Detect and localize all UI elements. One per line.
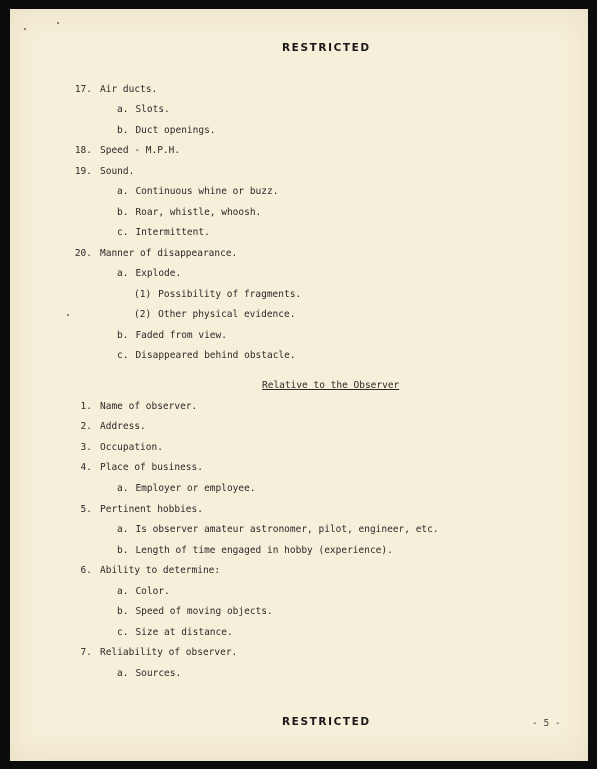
list-item: c. Size at distance.: [117, 627, 233, 638]
page-number: - 5 -: [532, 718, 561, 729]
paper-speck: [57, 22, 59, 24]
document-page: [10, 9, 588, 761]
list-item: b. Duct openings.: [117, 125, 216, 136]
list-item: b. Speed of moving objects.: [117, 606, 273, 617]
header-restricted: RESTRICTED: [282, 42, 371, 54]
list-item: a. Continuous whine or buzz.: [117, 186, 279, 197]
list-item: c. Intermittent.: [117, 227, 210, 238]
paper-speck: [67, 314, 69, 316]
list-item: a. Sources.: [117, 668, 182, 679]
list-item: a. Employer or employee.: [117, 483, 256, 494]
footer-restricted: RESTRICTED: [282, 716, 371, 728]
list-item: (2) Other physical evidence.: [134, 309, 296, 320]
list-item: 2. Address.: [80, 421, 146, 432]
list-item: 18. Speed - M.P.H.: [74, 145, 181, 156]
list-item: c. Disappeared behind obstacle.: [117, 350, 296, 361]
paper-speck: [24, 28, 26, 30]
list-item: a. Slots.: [117, 104, 170, 115]
list-item: a. Color.: [117, 586, 170, 597]
list-item: 4. Place of business.: [80, 462, 203, 473]
list-item: 1. Name of observer.: [80, 401, 198, 412]
list-item: 20. Manner of disappearance.: [74, 248, 238, 259]
list-item: a. Is observer amateur astronomer, pilot, engineer, etc.: [117, 524, 439, 535]
list-item: b. Roar, whistle, whoosh.: [117, 207, 262, 218]
list-item: a. Explode.: [117, 268, 182, 279]
list-item: b. Length of time engaged in hobby (experience).: [117, 545, 393, 556]
list-item: 7. Reliability of observer.: [80, 647, 238, 658]
section-heading: Relative to the Observer: [262, 380, 400, 391]
list-item: (1) Possibility of fragments.: [134, 289, 302, 300]
list-item: 17. Air ducts.: [74, 84, 158, 95]
list-item: 5. Pertinent hobbies.: [80, 504, 203, 515]
list-item: b. Faded from view.: [117, 330, 227, 341]
list-item: 6. Ability to determine:: [80, 565, 221, 576]
list-item: 3. Occupation.: [80, 442, 163, 453]
list-item: 19. Sound.: [74, 166, 135, 177]
